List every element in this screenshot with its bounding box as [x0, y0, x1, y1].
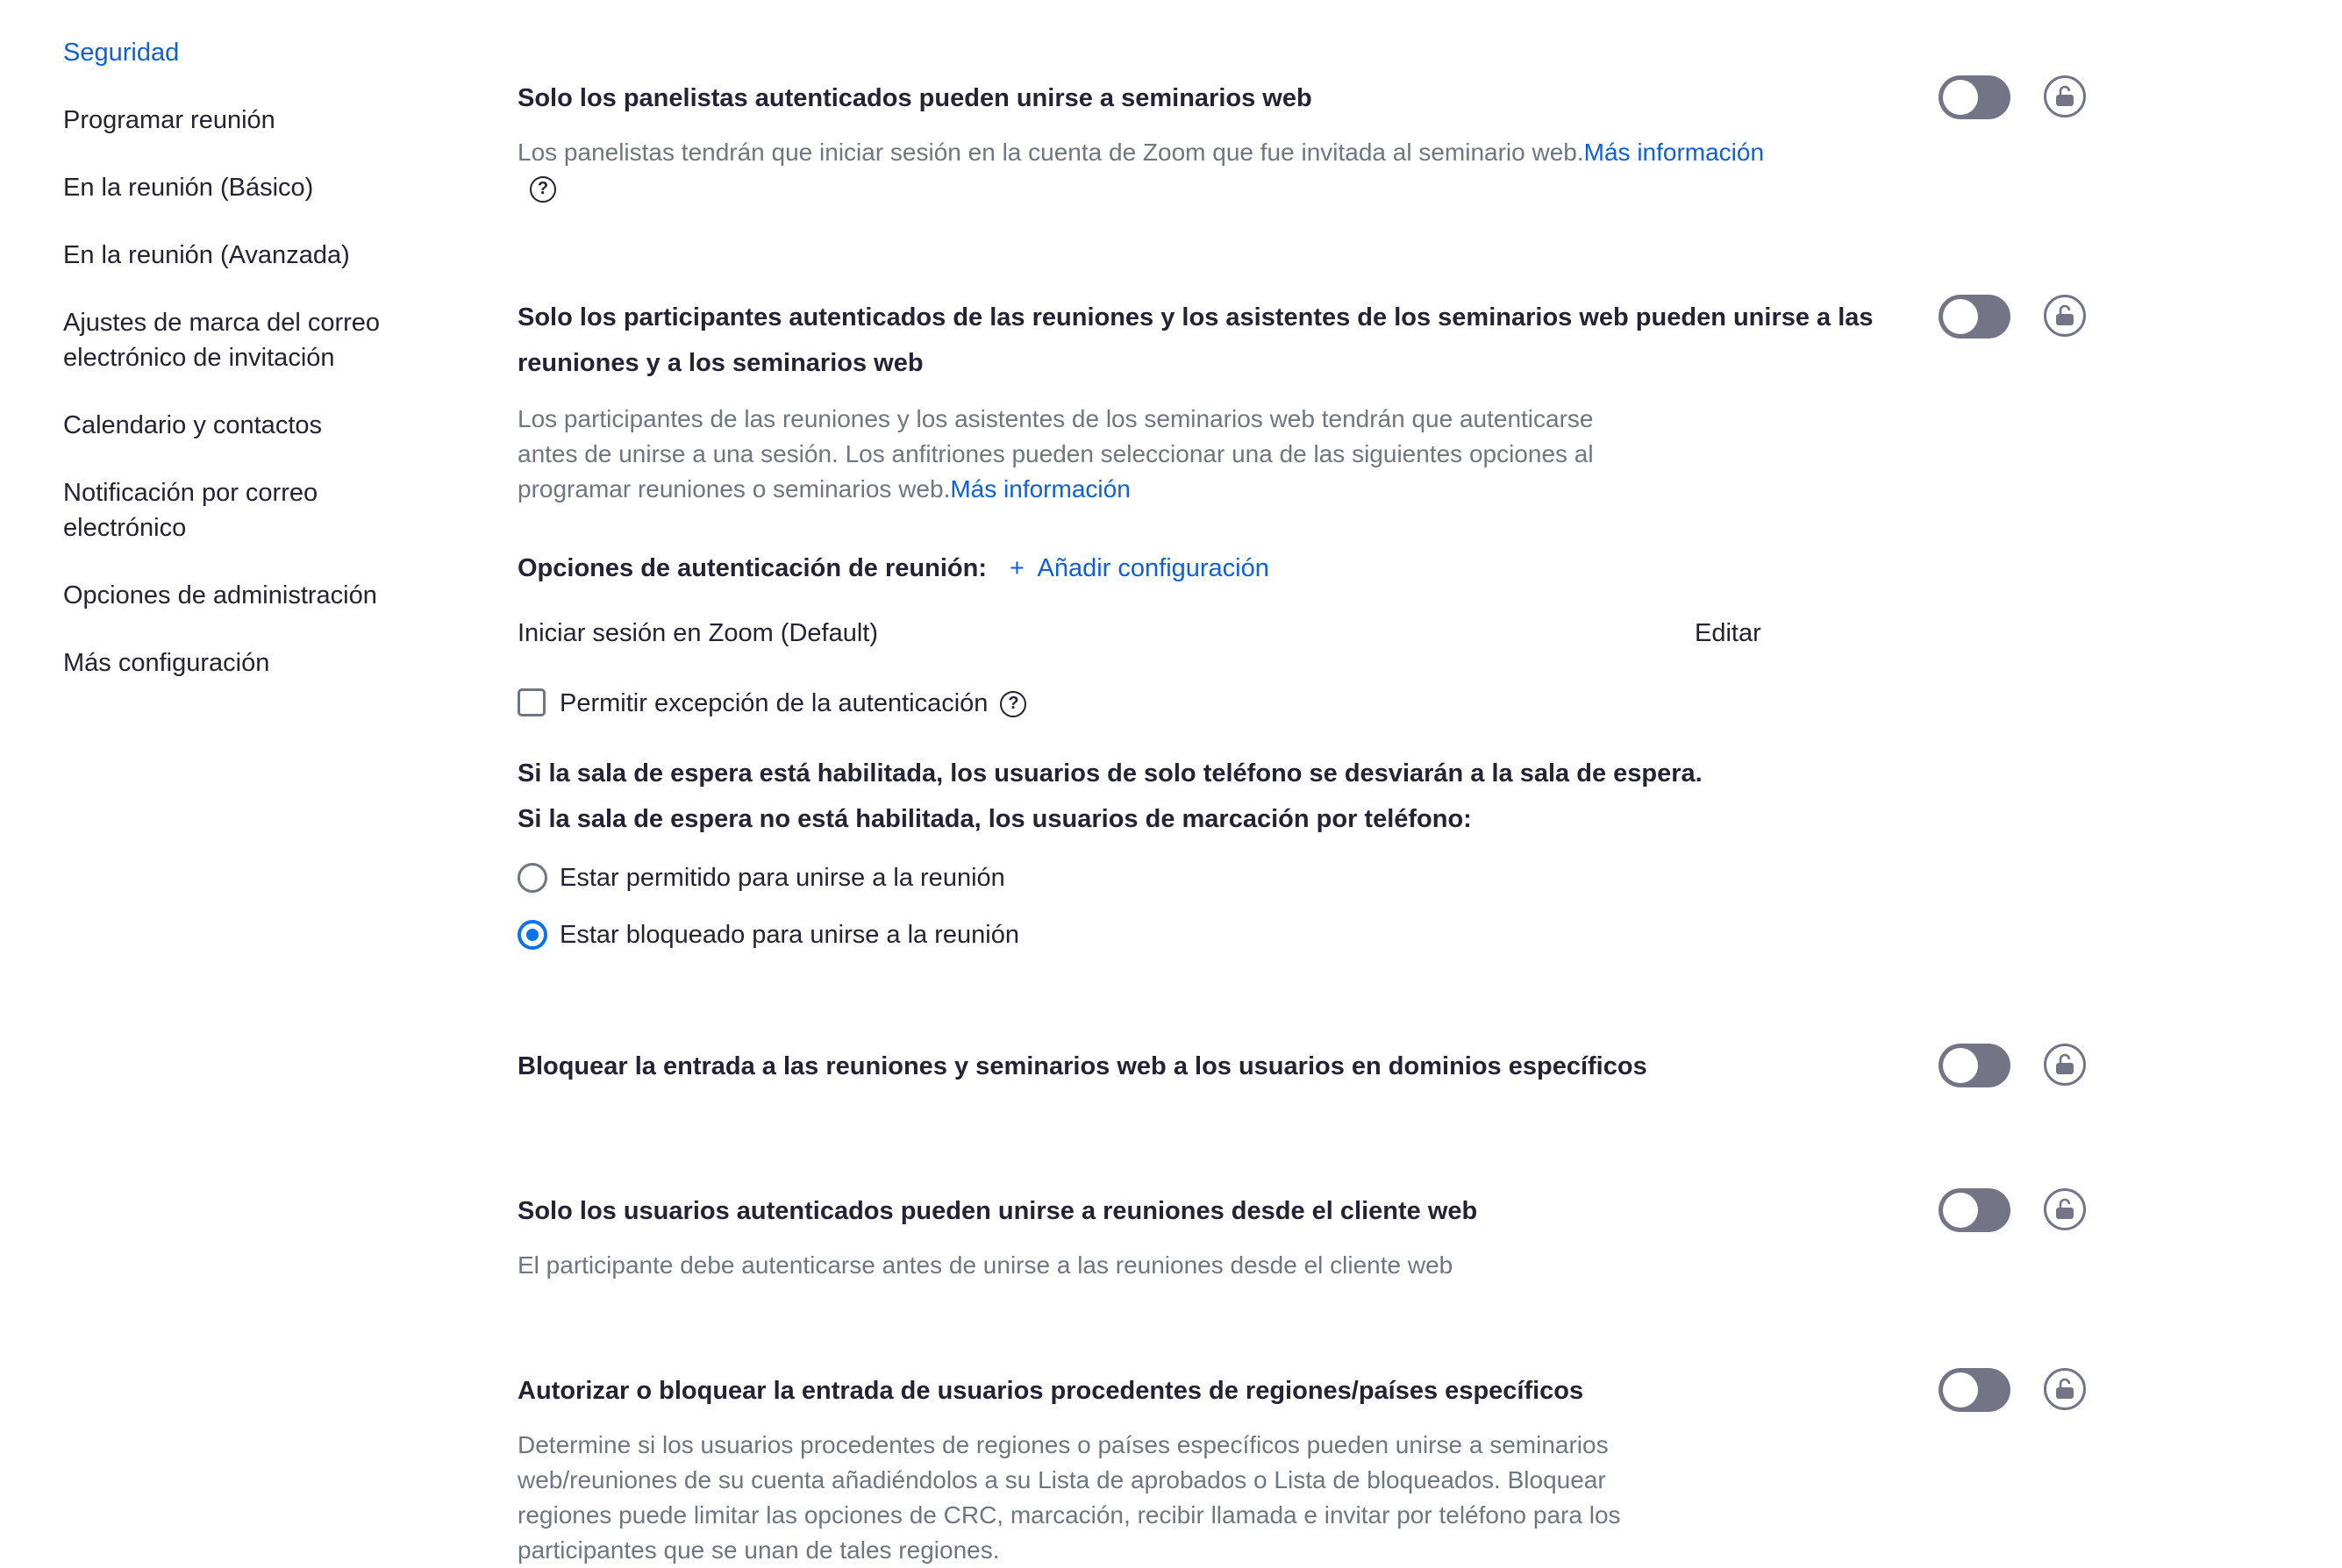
- sidebar-item-email-branding[interactable]: Ajustes de marca del correo electrónico de invitación: [63, 309, 381, 372]
- radio-allow-phone-users[interactable]: [518, 863, 547, 893]
- setting-desc-regions: [518, 1428, 1781, 1568]
- waiting-room-off-text: Si la sala de espera no está habilitada, los usuarios de marcación por teléfono:: [518, 805, 1472, 833]
- setting-desc-panelists: [518, 135, 1781, 205]
- toggle-knob: [1943, 1372, 1978, 1408]
- edit-auth-option-button[interactable]: Editar: [1695, 619, 1761, 647]
- more-info-link[interactable]: Más información: [950, 475, 1131, 502]
- help-icon[interactable]: ?: [530, 176, 556, 203]
- toggle-knob: [1943, 1048, 1978, 1083]
- radio-block-phone-users[interactable]: [518, 920, 547, 950]
- setting-title-regions: Autorizar o bloquear la entrada de usuarios procedentes de regiones/países específicos: [518, 1377, 1584, 1405]
- sidebar-item-schedule-meeting[interactable]: Programar reunión: [63, 106, 275, 134]
- sidebar-item-admin-options[interactable]: Opciones de administración: [63, 581, 377, 609]
- sidebar-item-security[interactable]: Seguridad: [63, 39, 180, 67]
- setting-title-participants: [518, 295, 1874, 386]
- lock-icon[interactable]: [2044, 1044, 2086, 1086]
- setting-desc-participants: [518, 402, 1781, 507]
- lock-icon[interactable]: [2044, 1368, 2086, 1410]
- setting-title-panelists: Solo los panelistas autenticados pueden unirse a seminarios web: [518, 84, 1312, 112]
- toggle-participants[interactable]: [1939, 295, 2010, 339]
- toggle-regions[interactable]: [1939, 1368, 2010, 1412]
- toggle-block-domains[interactable]: [1939, 1044, 2010, 1087]
- help-icon[interactable]: ?: [1000, 691, 1026, 717]
- radio-allow-label: Estar permitido para unirse a la reunión: [560, 864, 1005, 892]
- setting-title-web-client: Solo los usuarios autenticados pueden unirse a reuniones desde el cliente web: [518, 1197, 1478, 1225]
- title-line: Solo los participantes autenticados de las reuniones y los asistentes de los seminarios web pueden unirse a las: [518, 303, 1874, 331]
- settings-main: [518, 0, 2184, 1568]
- auth-options-label: Opciones de autenticación de reunión:: [518, 554, 987, 582]
- auth-exception-checkbox[interactable]: [518, 688, 546, 716]
- add-config-button[interactable]: [1010, 554, 1269, 582]
- lock-icon[interactable]: [2044, 75, 2086, 118]
- auth-exception-label: Permitir excepción de la autenticación: [560, 689, 989, 717]
- sidebar-item-calendar-contacts[interactable]: Calendario y contactos: [63, 411, 322, 439]
- auth-exception-row: [560, 686, 1026, 721]
- toggle-knob: [1943, 80, 1978, 115]
- auth-options-row: [518, 551, 1269, 586]
- waiting-room-on-text: Si la sala de espera está habilitada, los usuarios de solo teléfono se desviarán a la sala de espera.: [518, 759, 1703, 788]
- add-config-label: Añadir configuración: [1037, 554, 1269, 582]
- settings-sidebar: [63, 35, 449, 713]
- more-info-link[interactable]: Más información: [1583, 139, 1765, 166]
- desc-line: Los participantes de las reuniones y los asistentes de los seminarios web tendrán que autenticarse: [518, 405, 1594, 432]
- toggle-panelists[interactable]: [1939, 75, 2010, 119]
- sidebar-item-in-meeting-advanced[interactable]: En la reunión (Avanzada): [63, 241, 350, 269]
- lock-icon[interactable]: [2044, 295, 2086, 337]
- toggle-knob: [1943, 1193, 1978, 1228]
- toggle-web-client[interactable]: [1939, 1188, 2010, 1232]
- setting-title-domains: Bloquear la entrada a las reuniones y seminarios web a los usuarios en dominios específicos: [518, 1052, 1647, 1080]
- plus-icon: +: [1010, 554, 1025, 582]
- desc-line: [518, 472, 1781, 507]
- radio-block-label: Estar bloqueado para unirse a la reunión: [560, 921, 1019, 949]
- auth-option-name: Iniciar sesión en Zoom (Default): [518, 619, 878, 647]
- desc-line: web/reuniones de su cuenta añadiéndolos a su Lista de aprobados o Lista de bloqueados. Bloquear: [518, 1466, 1606, 1493]
- title-line: reuniones y a los seminarios web: [518, 349, 924, 377]
- toggle-knob: [1943, 299, 1978, 334]
- sidebar-item-in-meeting-basic[interactable]: En la reunión (Básico): [63, 174, 314, 202]
- desc-line: regiones puede limitar las opciones de CRC, marcación, recibir llamada e invitar por teléfono para los: [518, 1501, 1621, 1529]
- desc-line: participantes que se unan de tales regiones.: [518, 1536, 1000, 1564]
- sidebar-item-email-notification[interactable]: Notificación por correo electrónico: [63, 479, 318, 542]
- desc-line: antes de unirse a una sesión. Los anfitriones pueden seleccionar una de las siguientes opciones al: [518, 440, 1594, 467]
- desc-text: programar reuniones o seminarios web.: [518, 475, 951, 502]
- desc-text: Los panelistas tendrán que iniciar sesión en la cuenta de Zoom que fue invitada al seminario web.: [518, 139, 1584, 166]
- lock-icon[interactable]: [2044, 1188, 2086, 1230]
- sidebar-item-more-settings[interactable]: Más configuración: [63, 649, 270, 677]
- desc-line: Determine si los usuarios procedentes de regiones o países específicos pueden unirse a seminarios: [518, 1431, 1609, 1458]
- setting-desc-web-client: El participante debe autenticarse antes de unirse a las reuniones desde el cliente web: [518, 1251, 1453, 1279]
